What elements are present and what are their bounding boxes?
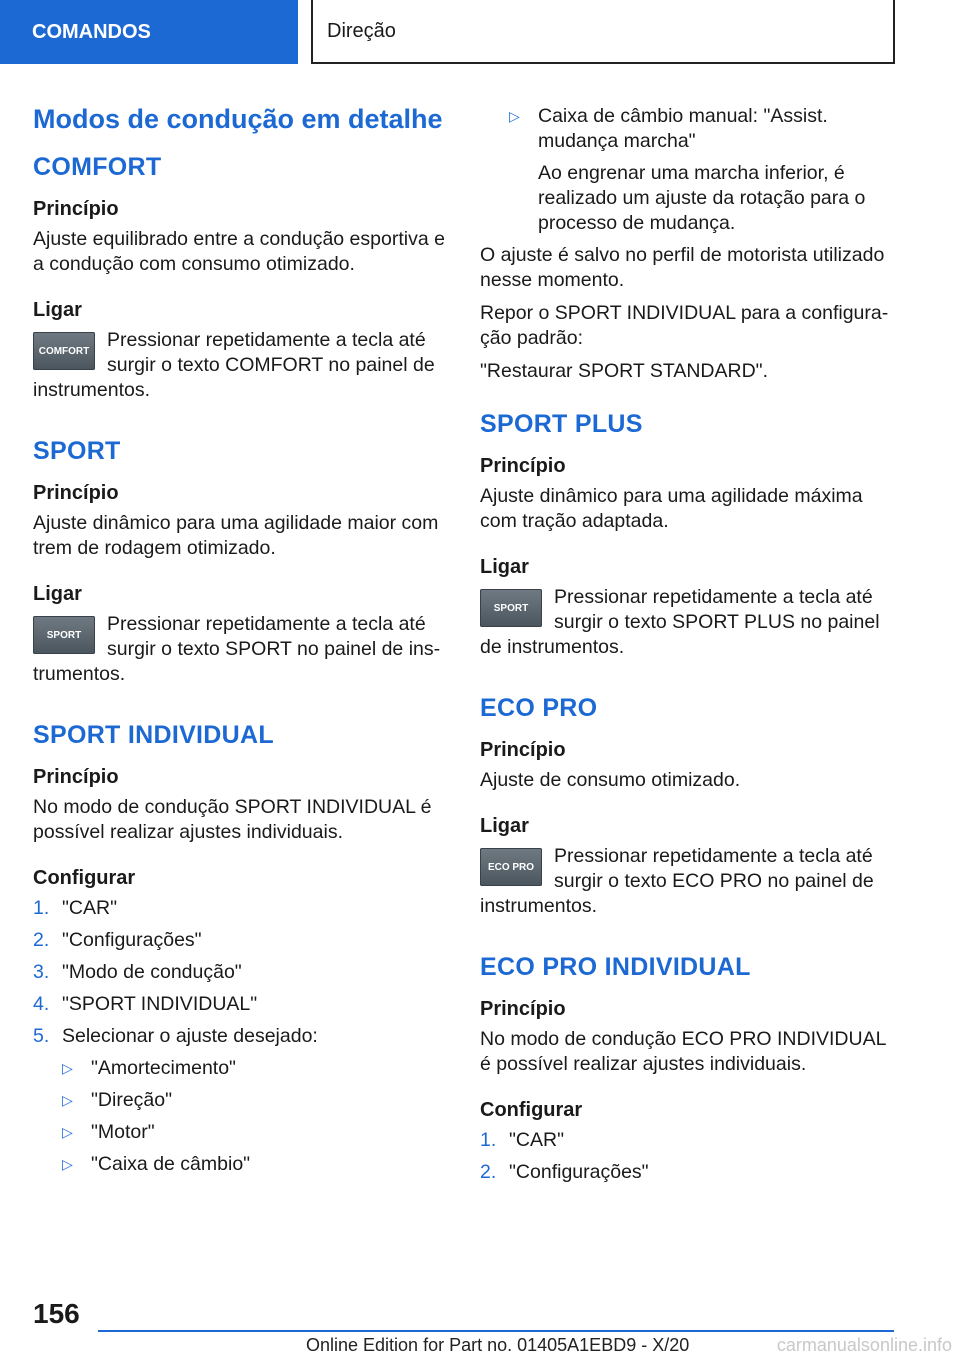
list-item — [480, 1160, 892, 1185]
comfort-on-label: Ligar — [33, 299, 82, 321]
step-text: "Modo de condução" — [62, 961, 242, 983]
sport-key-icon: SPORT — [33, 616, 95, 654]
sport-plus-on-label: Ligar — [480, 556, 529, 578]
list-item — [62, 1056, 445, 1081]
list-item — [480, 1128, 892, 1153]
step-number: 5. — [33, 1025, 50, 1047]
step-number: 3. — [33, 961, 50, 983]
sport-plus-principle-text: Ajuste dinâmico para uma agilidade máxima com tração adaptada. — [480, 485, 863, 532]
eco-pro-individual-principle-label: Princípio — [480, 998, 566, 1020]
step-number: 1. — [480, 1129, 497, 1151]
sport-principle-text: Ajuste dinâmico para uma agilidade maior com trem de rodagem otimizado. — [33, 512, 439, 559]
triangle-bullet-icon: ▷ — [62, 1124, 73, 1140]
sport-plus-principle-label: Princípio — [480, 455, 566, 477]
sport-on-label: Ligar — [33, 583, 82, 605]
page-number: 156 — [33, 1298, 80, 1329]
list-item — [62, 1152, 445, 1177]
sport-individual-principle-text: No modo de condução SPORT INDIVIDUAL é possível realizar ajustes individuais. — [33, 796, 432, 843]
sport-plus-on-text: Pressionar repetidamente a tecla até surgir o texto SPORT PLUS no painel de instrumentos. — [480, 586, 880, 658]
step-text: "Configurações" — [509, 1161, 649, 1183]
sport-instruction — [33, 612, 445, 687]
eco-pro-instruction — [480, 844, 892, 919]
list-item — [33, 928, 445, 953]
step-number: 4. — [33, 993, 50, 1015]
option-list-continued — [509, 104, 892, 236]
step-number: 2. — [480, 1161, 497, 1183]
option-text: Caixa de câmbio manual: "Assist. mudança marcha" — [538, 105, 828, 152]
list-item — [62, 1120, 445, 1145]
footer-divider — [98, 1330, 894, 1332]
sport-plus-instruction — [480, 585, 892, 660]
step-text: "SPORT INDIVIDUAL" — [62, 993, 258, 1015]
option-text: "Direção" — [91, 1089, 173, 1111]
list-item — [33, 992, 445, 1017]
eco-pro-on-text: Pressionar repetidamente a tecla até surgir o texto ECO PRO no painel de instrumentos. — [480, 845, 874, 917]
sport-key-icon: SPORT — [480, 589, 542, 627]
comfort-on-text: Pressionar repetidamente a tecla até surgir o texto COMFORT no painel de instrumentos. — [33, 329, 435, 401]
sport-principle-label: Princípio — [33, 482, 119, 504]
comfort-principle-label: Princípio — [33, 198, 119, 220]
triangle-bullet-icon: ▷ — [62, 1156, 73, 1172]
comfort-heading: COMFORT — [33, 153, 162, 181]
page-title: Modos de condução em detalhe — [33, 104, 443, 134]
sport-individual-heading: SPORT INDIVIDUAL — [33, 721, 274, 749]
step-text: "CAR" — [62, 897, 118, 919]
watermark: carmanualsonline.info — [776, 1335, 952, 1355]
restore-text: "Restaurar SPORT STANDARD". — [480, 360, 768, 382]
section-tab: COMANDOS — [0, 0, 298, 64]
option-text: "Amortecimento" — [91, 1057, 236, 1079]
triangle-bullet-icon: ▷ — [62, 1092, 73, 1108]
list-item — [33, 960, 445, 985]
eco-pro-individual-steps — [480, 1128, 892, 1185]
sport-individual-steps — [33, 896, 445, 1177]
eco-pro-principle-label: Princípio — [480, 739, 566, 761]
triangle-bullet-icon: ▷ — [509, 108, 520, 124]
list-item — [33, 1024, 445, 1177]
step-text: "Configurações" — [62, 929, 202, 951]
reset-text: Repor o SPORT INDIVIDUAL para a configuração padrão: — [480, 302, 889, 349]
sport-individual-config-label: Configurar — [33, 867, 136, 889]
eco-pro-individual-heading: ECO PRO INDIVIDUAL — [480, 953, 751, 981]
step-text: Selecionar o ajuste desejado: — [62, 1025, 318, 1047]
eco-pro-individual-principle-text: No modo de condução ECO PRO INDIVIDUAL é possível realizar ajustes individuais. — [480, 1028, 886, 1075]
list-item — [62, 1088, 445, 1113]
eco-pro-individual-config-label: Configurar — [480, 1099, 583, 1121]
option-list — [62, 1056, 445, 1177]
right-column — [480, 104, 892, 1192]
edition-text: Online Edition for Part no. 01405A1EBD9 - X/20 — [306, 1335, 690, 1355]
step-number: 2. — [33, 929, 50, 951]
option-text: "Motor" — [91, 1121, 155, 1143]
list-item — [33, 896, 445, 921]
sport-individual-principle-label: Princípio — [33, 766, 119, 788]
triangle-bullet-icon: ▷ — [62, 1060, 73, 1076]
step-text: "CAR" — [509, 1129, 565, 1151]
left-column — [33, 98, 445, 1184]
sport-heading: SPORT — [33, 437, 121, 465]
comfort-key-icon: COMFORT — [33, 332, 95, 370]
eco-pro-on-label: Ligar — [480, 815, 529, 837]
comfort-instruction — [33, 328, 445, 403]
option-text: "Caixa de câmbio" — [91, 1153, 251, 1175]
eco-pro-principle-text: Ajuste de consumo otimizado. — [480, 769, 741, 791]
saved-text: O ajuste é salvo no perfil de motorista utilizado nesse momento. — [480, 244, 885, 291]
list-item — [509, 104, 892, 236]
topic-header: Direção — [311, 0, 895, 64]
option-note: Ao engrenar uma marcha inferior, é realizado um ajuste da rotação para o processo de mudança. — [538, 162, 866, 234]
sport-plus-heading: SPORT PLUS — [480, 410, 643, 438]
sport-on-text: Pressionar repetidamente a tecla até surgir o texto SPORT no painel de instrumentos. — [33, 613, 441, 685]
comfort-principle-text: Ajuste equilibrado entre a condução esportiva e a condução com consumo otimizado. — [33, 228, 445, 275]
eco-pro-key-icon: ECO PRO — [480, 848, 542, 886]
step-number: 1. — [33, 897, 50, 919]
eco-pro-heading: ECO PRO — [480, 694, 598, 722]
